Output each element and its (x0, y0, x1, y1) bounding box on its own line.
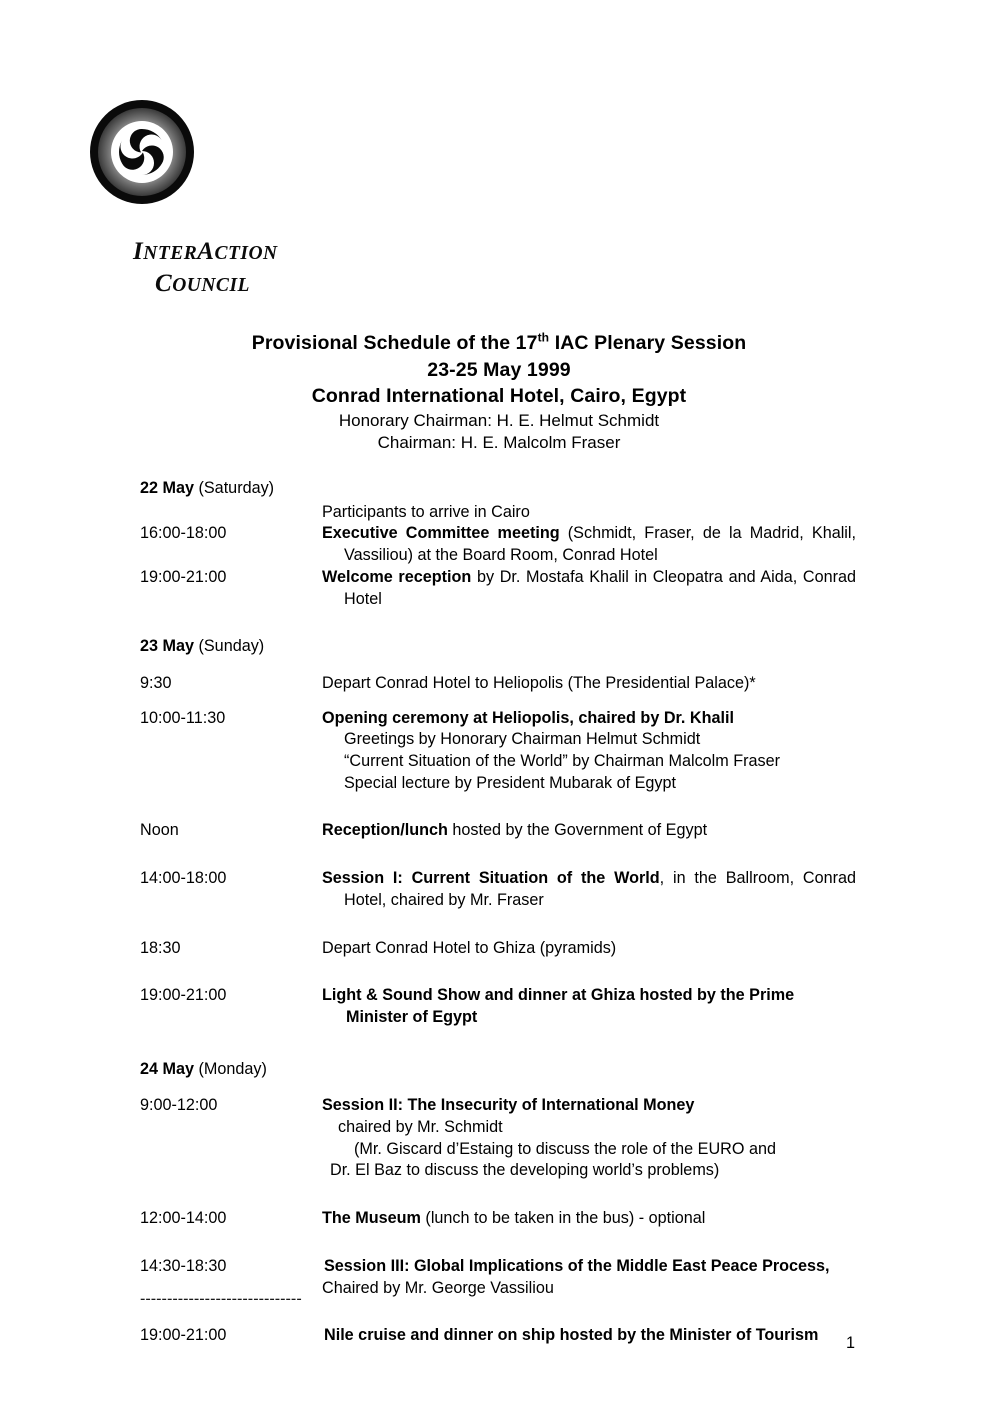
entry-time: 9:30 (140, 673, 172, 692)
entry-subline: Chaired by Mr. George Vassiliou (322, 1278, 554, 1297)
entry-time: Noon (140, 821, 179, 840)
org-name-line2-rest: OUNCIL (172, 275, 250, 296)
entry-detail: , in the Ballroom, Conrad Hotel, chaired by Mr. Fraser (344, 869, 856, 909)
entry-detail: hosted by the Government of Egypt (447, 821, 708, 840)
spacer (140, 959, 856, 985)
entry-detail: by Dr. Mostafa Khalil in Cleopatra and Aida, Conrad Hotel (344, 567, 856, 608)
entry-title: Executive Committee meeting (322, 524, 560, 543)
schedule-row (140, 567, 856, 610)
schedule-row (140, 868, 856, 911)
entry-description (322, 1256, 856, 1299)
entry-time: 10:00-11:30 (140, 708, 226, 727)
org-name-line2-lead: C (155, 270, 173, 297)
title-line1-pre: Provisional Schedule of the 17 (251, 332, 538, 354)
entry-description: Participants to arrive in Cairo (322, 502, 530, 521)
schedule-row (140, 1208, 856, 1230)
page-title (140, 330, 858, 357)
entry-subline: (Mr. Giscard d’Estaing to discuss the role of the EURO and (354, 1139, 776, 1158)
spacer (140, 610, 856, 636)
document-title-block (140, 330, 858, 455)
interaction-council-logo-icon (88, 98, 196, 206)
spacer (140, 1082, 856, 1095)
org-name-line1-rest-a: NTER (143, 243, 198, 264)
entry-description (322, 985, 856, 1028)
day-weekday-24-may: (Monday) (194, 1059, 267, 1078)
org-name-line1-lead: I (133, 238, 144, 265)
spacer (140, 794, 856, 820)
spacer (140, 660, 856, 673)
entry-title: The Museum (322, 1209, 421, 1228)
day-heading-text (140, 1059, 322, 1081)
title-venue: Conrad International Hotel, Cairo, Egypt (311, 385, 687, 408)
entry-description: Depart Conrad Hotel to Ghiza (pyramids) (322, 938, 617, 957)
day-heading-text (140, 478, 322, 500)
schedule-row (140, 673, 856, 695)
entry-time: 14:00-18:00 (140, 869, 227, 888)
entry-title: Session I: Current Situation of the World (322, 869, 660, 888)
day-heading-23-may (140, 636, 856, 658)
entry-title: Opening ceremony at Heliopolis, chaired by Dr. Khalil (322, 708, 734, 727)
entry-subline: Special lecture by President Mubarak of Egypt (344, 773, 677, 792)
entry-description (322, 868, 856, 911)
schedule-row (140, 938, 856, 960)
schedule-row (140, 1325, 856, 1347)
day-heading-text (140, 636, 322, 658)
entry-title: Reception/lunch (322, 821, 448, 840)
letterhead (88, 98, 408, 300)
day-heading-24-may (140, 1059, 856, 1081)
entry-time: 12:00-14:00 (140, 1209, 227, 1228)
org-name-line1-mid: A (197, 238, 215, 265)
spacer (140, 1029, 856, 1059)
day-weekday-23-may: (Sunday) (194, 637, 265, 656)
honorary-chairman: Honorary Chairman: H. E. Helmut Schmidt (338, 410, 660, 430)
day-date-24-may: 24 May (140, 1059, 194, 1078)
footnote-separator: ------------------------------ (140, 1290, 302, 1308)
entry-description (322, 820, 856, 842)
entry-time: 14:30-18:30 (140, 1256, 227, 1275)
schedule-row (140, 820, 856, 842)
spacer (140, 695, 856, 708)
spacer (140, 842, 856, 868)
entry-description (322, 1095, 856, 1182)
spacer (140, 1182, 856, 1208)
entry-description (322, 708, 856, 795)
entry-detail: (Schmidt, Fraser, de la Madrid, Khalil, Vassiliou) at the Board Room, Conrad Hotel (344, 524, 856, 565)
entry-title: Welcome reception (322, 567, 472, 586)
schedule-row (140, 523, 856, 566)
entry-time: 16:00-18:00 (140, 524, 227, 543)
spacer (140, 1230, 856, 1256)
entry-subline: chaired by Mr. Schmidt (338, 1118, 503, 1137)
entry-time: 19:00-21:00 (140, 1326, 227, 1345)
entry-title: Nile cruise and dinner on ship hosted by the Minister of Tourism (324, 1326, 819, 1345)
entry-title: Light & Sound Show and dinner at Ghiza hosted by the Prime Minister of Egypt (322, 986, 795, 1026)
entry-time: 19:00-21:00 (140, 567, 227, 586)
day-date-23-may: 23 May (140, 637, 194, 656)
entry-detail: (lunch to be taken in the bus) - optional (420, 1209, 706, 1228)
day-date-22-may: 22 May (140, 479, 194, 497)
schedule-row (140, 708, 856, 795)
org-name-line1-rest-b: CTION (214, 243, 278, 264)
chairman: Chairman: H. E. Malcolm Fraser (377, 433, 621, 453)
day-weekday-22-may: (Saturday) (194, 479, 275, 497)
entry-description: Depart Conrad Hotel to Heliopolis (The Presidential Palace)* (322, 673, 756, 692)
entry-time: 19:00-21:00 (140, 986, 227, 1005)
entry-subline: Dr. El Baz to discuss the developing world’s problems) (330, 1161, 720, 1180)
schedule-row (140, 985, 856, 1028)
entry-description (322, 1208, 856, 1230)
entry-subline: “Current Situation of the World” by Chairman Malcolm Fraser (344, 752, 781, 771)
entry-description (322, 567, 856, 610)
spacer (140, 912, 856, 938)
entry-subline: Greetings by Honorary Chairman Helmut Schmidt (344, 730, 701, 749)
title-dates: 23-25 May 1999 (427, 358, 571, 381)
title-line1-post: IAC Plenary Session (549, 332, 747, 354)
organization-name (88, 236, 408, 300)
entry-description (322, 523, 856, 566)
entry-title: Session III: Global Implications of the Middle East Peace Process, (324, 1256, 830, 1275)
title-ordinal-suffix: th (537, 330, 550, 345)
entry-description (322, 1325, 856, 1347)
schedule-row (140, 1095, 856, 1182)
day-heading-22-may (140, 478, 856, 500)
entry-time: 18:30 (140, 938, 181, 957)
schedule-body (140, 478, 856, 1347)
page-number: 1 (846, 1334, 856, 1352)
entry-time: 9:00-12:00 (140, 1096, 218, 1115)
entry-title: Session II: The Insecurity of International Money (322, 1096, 695, 1115)
schedule-row (140, 502, 856, 524)
